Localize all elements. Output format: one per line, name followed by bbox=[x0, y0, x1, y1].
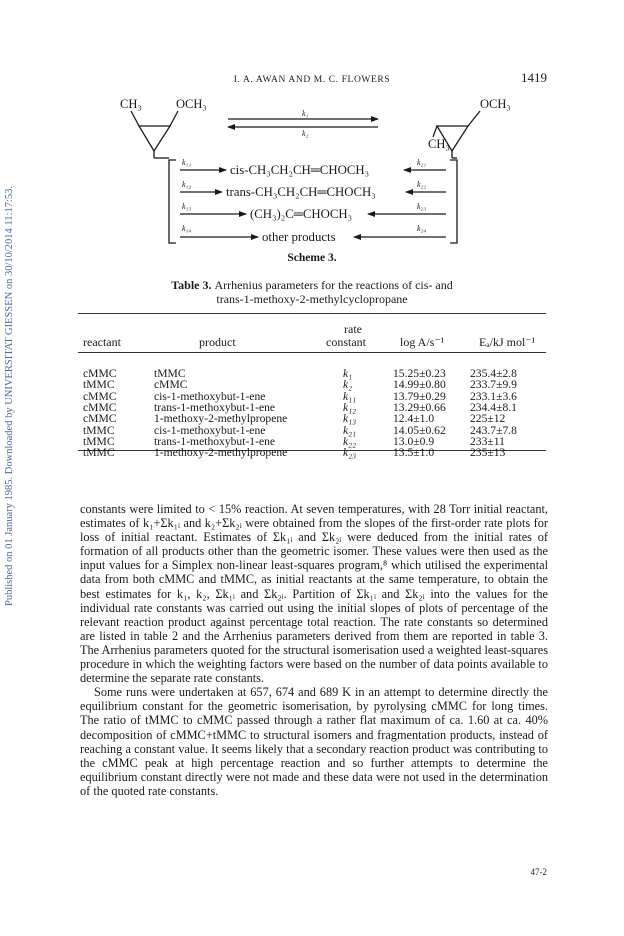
k14-label: k₁₄ bbox=[182, 224, 192, 233]
running-header-authors: I. A. AWAN AND M. C. FLOWERS bbox=[233, 75, 391, 85]
body-text bbox=[80, 502, 548, 798]
table-cell-r1-c1: cMMC bbox=[83, 367, 117, 380]
table-cell-r1-c2: tMMC bbox=[154, 367, 186, 380]
table-cell-r6-c2: cis-1-methoxybut-1-ene bbox=[154, 423, 266, 437]
col-header-product: product bbox=[199, 335, 236, 349]
table-cell-r8-c2: 1-methoxy-2-methylpropene bbox=[154, 446, 288, 460]
table-cell-r3-c2: cis-1-methoxybut-1-ene bbox=[154, 389, 266, 403]
product-other: other products bbox=[262, 230, 336, 244]
table-cell-r4-c1: cMMC bbox=[83, 400, 117, 414]
table-cell-r7-c1: tMMC bbox=[83, 434, 115, 448]
table-cell-r4-c5: 234.4±8.1 bbox=[470, 400, 517, 414]
table-cell-r2-c1: tMMC bbox=[83, 378, 115, 392]
paragraph-1: constants were limited to < 15% reaction. At seven temperatures, with 28 Torr initial reactant, estimates of k₁+Σk₁ᵢ and k₂+Σk₂ᵢ were obtained from the slopes of the first-order rate plots for loss of initial reactant. Estimates of Σk₁ᵢ and Σk₂ᵢ were deduced from the initial rates of formation of all products other than the geometric isomer. These values were then used as the input values for a Simplex non-linear least-squares program,⁸ which utilised the experimental data from both cMMC and tMMC, as initial reactants at the same temperature, to obtain the best estimates for k₁, k₂, Σk₁ᵢ and Σk₂ᵢ. Partition of Σk₁ᵢ and Σk₂ᵢ into the values for the individual rate constants was carried out using the initial slopes of plots of percentage of the relevant reaction product against percentage total reaction. The rate constants so determined are listed in table 2 and the Arrhenius parameters derived from them are reported in table 3. The Arrhenius parameters quoted for the structural isomerisation used a weighted least-squares procedure in which the weighting factors were based on the number of data points available to determine the separate rate constants. bbox=[80, 502, 548, 686]
scheme-caption: Scheme 3. bbox=[287, 252, 337, 264]
product-methylpropene: (CH₃)₂C═CHOCH₃ bbox=[250, 207, 353, 221]
table-cell-r7-c3: k₂₂ bbox=[343, 434, 357, 448]
k23-label: k₂₃ bbox=[417, 202, 427, 211]
left-och3-label: OCH₃ bbox=[176, 97, 207, 111]
scheme-connectors bbox=[0, 0, 624, 260]
product-trans-ether: trans-CH₃CH₂CH═CHOCH₃ bbox=[226, 185, 376, 199]
col-header-loga: log A/s⁻¹ bbox=[400, 335, 445, 349]
table-cell-r7-c4: 13.0±0.9 bbox=[393, 434, 435, 448]
table-cell-r1-c3: k₁ bbox=[343, 367, 353, 380]
table-cell-r2-c4: 14.99±0.80 bbox=[393, 378, 446, 392]
table-cell-r3-c3: k₁₁ bbox=[343, 389, 357, 403]
table-cell-r1-c4: 15.25±0.23 bbox=[393, 367, 446, 380]
table-cell-r6-c1: tMMC bbox=[83, 423, 115, 437]
col-header-ea: Eₐ/kJ mol⁻¹ bbox=[479, 335, 536, 349]
table-cell-r3-c1: cMMC bbox=[83, 389, 117, 403]
download-watermark: Published on 01 January 1985. Downloaded by UNIVERSITAT GIESSEN on 30/10/2014 11:17:53. bbox=[4, 186, 15, 607]
k1-label: k₁ bbox=[302, 109, 309, 118]
k22-label: k₂₂ bbox=[417, 180, 427, 189]
footer-code: 47-2 bbox=[530, 867, 547, 877]
table-cell-r1-c5: 235.4±2.8 bbox=[470, 367, 517, 380]
table-cell-r8-c1: tMMC bbox=[83, 446, 115, 460]
k21-label: k₂₁ bbox=[417, 158, 427, 167]
table-cell-r4-c4: 13.29±0.66 bbox=[393, 400, 446, 414]
k2-label: k₂ bbox=[302, 129, 309, 138]
table-cell-r5-c2: 1-methoxy-2-methylpropene bbox=[154, 412, 288, 426]
k11-label: k₁₁ bbox=[182, 158, 192, 167]
table-cell-r2-c3: k₂ bbox=[343, 378, 353, 392]
table-cell-r2-c2: cMMC bbox=[154, 378, 188, 392]
k13-label: k₁₃ bbox=[182, 202, 192, 211]
table-top-rule bbox=[78, 313, 546, 314]
table-cell-r3-c5: 233.1±3.6 bbox=[470, 389, 517, 403]
table-cell-r4-c2: trans-1-methoxybut-1-ene bbox=[154, 400, 276, 414]
table-caption-line-1: Table 3. Arrhenius parameters for the reactions of cis- and bbox=[171, 278, 453, 292]
paragraph-2: Some runs were undertaken at 657, 674 and 689 K in an attempt to determine directly the equilibrium constant for the geometric isomerisation, by pyrolysing cMMC for long times. The ratio of tMMC to cMMC passed through a rather flat maximum of ca. 1.60 at ca. 40% decomposition of cMMC+tMMC to structural isomers and fragmentation products, instead of reaching a constant value. It seems likely that a secondary reaction product was contributing to the cMMC peak at high percentage reaction and so further attempts to determine the equilibrium constant directly were not made and these data were not used in the determination of the quoted rate constants. bbox=[80, 685, 548, 798]
table-cell-r7-c5: 233±11 bbox=[470, 434, 505, 448]
table-cell-r4-c3: k₁₂ bbox=[343, 400, 357, 414]
k12-label: k₁₂ bbox=[182, 180, 192, 189]
table-cell-r6-c5: 243.7±7.8 bbox=[470, 423, 517, 437]
left-ch3-label: CH₃ bbox=[120, 97, 142, 111]
k24-label: k₂₄ bbox=[417, 224, 427, 233]
table-caption-text-1: Arrhenius parameters for the reactions of cis- and bbox=[214, 278, 453, 292]
table-header-rule bbox=[78, 352, 546, 353]
table-cell-r8-c3: k₂₃ bbox=[343, 446, 357, 460]
table-cell-r8-c4: 13.5±1.0 bbox=[393, 446, 435, 460]
table-cell-r8-c5: 235±13 bbox=[470, 446, 506, 460]
table-cell-r6-c4: 14.05±0.62 bbox=[393, 423, 446, 437]
col-header-constant: constant bbox=[326, 335, 366, 349]
table-cell-r5-c1: cMMC bbox=[83, 412, 117, 426]
table-caption-line-2: trans-1-methoxy-2-methylcyclopropane bbox=[216, 292, 408, 306]
table-cell-r5-c4: 12.4±1.0 bbox=[393, 412, 435, 426]
table-cell-r5-c3: k₁₃ bbox=[343, 412, 357, 426]
table-cell-r5-c5: 225±12 bbox=[470, 412, 506, 426]
right-ch3-label: CH₃ bbox=[428, 137, 450, 151]
col-header-rate: rate bbox=[344, 322, 362, 336]
table-cell-r6-c3: k₂₁ bbox=[343, 423, 357, 437]
product-cis-ether: cis-CH₃CH₂CH═CHOCH₃ bbox=[230, 163, 370, 177]
page-number: 1419 bbox=[521, 70, 547, 85]
table-cell-r3-c4: 13.79±0.29 bbox=[393, 389, 446, 403]
table-cell-r2-c5: 233.7±9.9 bbox=[470, 378, 517, 392]
right-och3-label: OCH₃ bbox=[480, 97, 511, 111]
col-header-reactant: reactant bbox=[83, 335, 121, 349]
table-cell-r7-c2: trans-1-methoxybut-1-ene bbox=[154, 434, 276, 448]
